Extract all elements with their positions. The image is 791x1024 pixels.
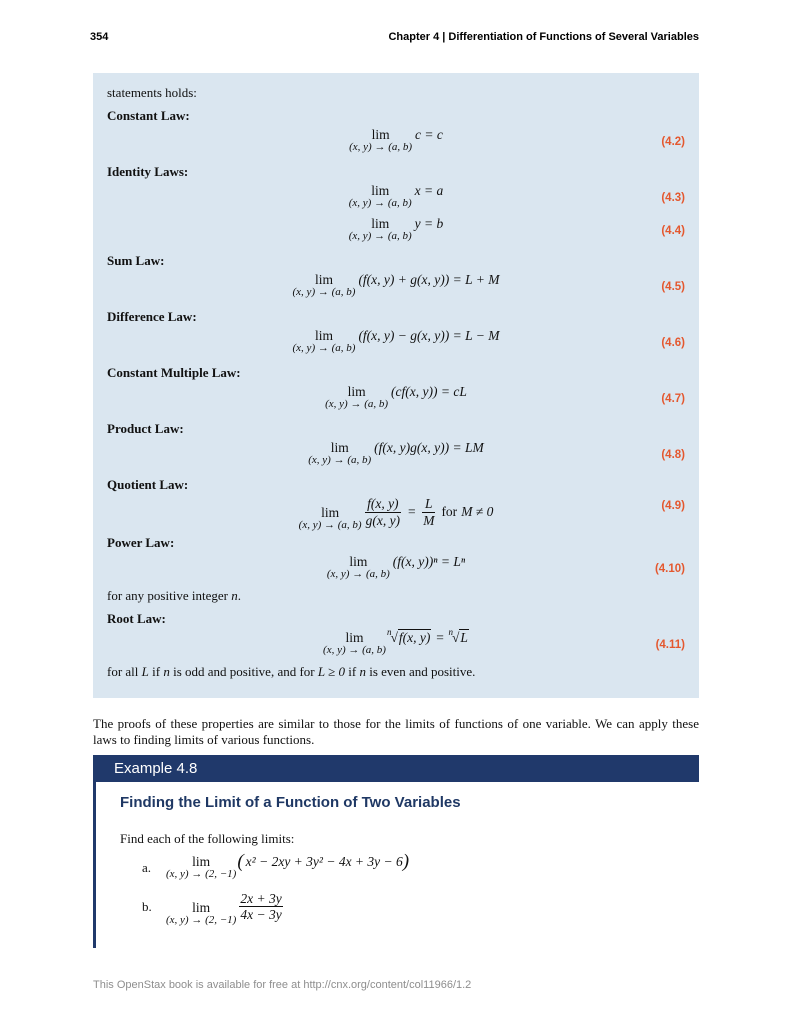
page-header — [90, 31, 699, 43]
equation-constant-law: lim (x, y) → (a, b) c = c (4.2) — [349, 126, 685, 154]
limit-stack: lim (x, y) → (2, −1) — [166, 854, 237, 881]
page-footer: This OpenStax book is available for free at http://cnx.org/content/col11966/1.2 — [93, 979, 472, 991]
page-number: 354 — [90, 31, 109, 43]
example-item-a: a. lim (x, y) → (2, −1) ( x² − 2xy + 3y² − 4x + 3y − 6 ) — [142, 850, 410, 881]
equation-quotient-law: lim (x, y) → (a, b) $\frac{f(x, y)}{g(x, y)}$ = $\frac{L}{M}$ for M ≠ 0 (4.9) — [298, 496, 685, 532]
power-law-note: for any positive integer n. — [107, 588, 241, 604]
equation-root-law — [107, 627, 685, 660]
law-label-constant-multiple: Constant Multiple Law: — [107, 365, 241, 380]
limit-stack: lim (x, y) → (a, b) — [292, 328, 356, 355]
open-paren: ( — [237, 850, 244, 872]
limit-stack: lim (x, y) → (a, b) — [325, 384, 389, 411]
laws-intro: statements holds: — [107, 85, 197, 100]
root-law-note: for all L if n is odd and positive, and for L ≥ 0 if n is even and positive. — [107, 664, 476, 680]
example-intro: Find each of the following limits: — [120, 831, 295, 846]
limit-stack: lim (x, y) → (a, b) — [298, 505, 362, 532]
radical: n √ f(x, y) = n √ L — [386, 627, 468, 646]
equation-tag: (4.11) — [655, 639, 685, 652]
equation-tag: (4.5) — [661, 281, 685, 293]
law-label-quotient: Quotient Law: — [107, 477, 189, 492]
equation-tag: (4.2) — [661, 136, 685, 148]
limit-stack: lim (x, y) → (a, b) — [348, 216, 412, 243]
equation-tag: (4.3) — [661, 192, 685, 204]
equation-identity-x: lim (x, y) → (a, b) x = a (4.3) — [348, 182, 685, 210]
limit-stack: lim (x, y) → (a, b) — [308, 440, 372, 467]
equation-power-law: lim (x, y) → (a, b) (f(x, y))ⁿ = Lⁿ (4.10) — [326, 553, 685, 581]
law-label-power: Power Law: — [107, 535, 175, 551]
close-paren: ) — [402, 850, 410, 872]
equation-tag: (4.8) — [661, 449, 685, 461]
equation-tag: (4.9) — [661, 500, 685, 512]
fraction: $\frac{2x + 3y}{4x - 3y}$ — [240, 890, 282, 923]
equation-tag: (4.6) — [661, 337, 685, 349]
item-marker: b. — [142, 898, 152, 914]
equation-identity-y: lim (x, y) → (a, b) y = b (4.4) — [348, 215, 685, 243]
body-paragraph: The proofs of these properties are similar to those for the limits of functions of one variable. We can apply these laws to finding limits of various functions. — [93, 716, 699, 747]
law-label-sum: Sum Law: — [107, 253, 165, 268]
example-title: Example 4.8 — [114, 760, 198, 777]
fraction: $\frac{f(x, y)}{g(x, y)}$ — [365, 496, 401, 528]
equation-tag: (4.10) — [654, 563, 685, 576]
limit-stack: lim (x, y) → (a, b) — [292, 272, 356, 299]
limit-stack: lim (x, y) → (a, b) — [348, 183, 412, 210]
example-heading: Finding the Limit of a Function of Two Variables — [120, 794, 461, 811]
limit-stack: lim (x, y) → (a, b) — [349, 127, 413, 154]
limit-stack: lim (x, y) → (a, b) — [323, 630, 386, 657]
equation-constant-multiple-law: lim (x, y) → (a, b) (cf(x, y)) = cL (4.7) — [325, 383, 685, 411]
equation-tag: (4.4) — [661, 225, 685, 237]
example-item-b — [142, 890, 699, 927]
fraction: $\frac{L}{M}$ — [423, 496, 435, 528]
limit-stack: lim (x, y) → (a, b) — [326, 554, 390, 581]
equation-tag: (4.7) — [661, 393, 685, 405]
equation-difference-law: lim (x, y) → (a, b) (f(x, y) − g(x, y)) = L − M (4.6) — [292, 327, 685, 355]
chapter-header: Chapter 4 | Differentiation of Functions of Several Variables — [388, 31, 699, 43]
equation-product-law: lim (x, y) → (a, b) (f(x, y)g(x, y)) = LM (4.8) — [308, 439, 685, 467]
law-label-identity: Identity Laws: — [107, 164, 189, 179]
law-label-difference: Difference Law: — [107, 309, 197, 324]
example-title-bar — [93, 755, 699, 782]
law-label-product: Product Law: — [107, 421, 184, 436]
equation-sum-law: lim (x, y) → (a, b) (f(x, y) + g(x, y)) = L + M (4.5) — [292, 271, 685, 299]
example-body — [93, 782, 699, 948]
law-label-root: Root Law: — [107, 611, 166, 627]
law-label-constant: Constant Law: — [107, 108, 190, 123]
item-marker: a. — [142, 859, 152, 875]
limit-stack: lim (x, y) → (2, −1) — [166, 899, 237, 927]
limit-laws-box — [93, 73, 699, 698]
